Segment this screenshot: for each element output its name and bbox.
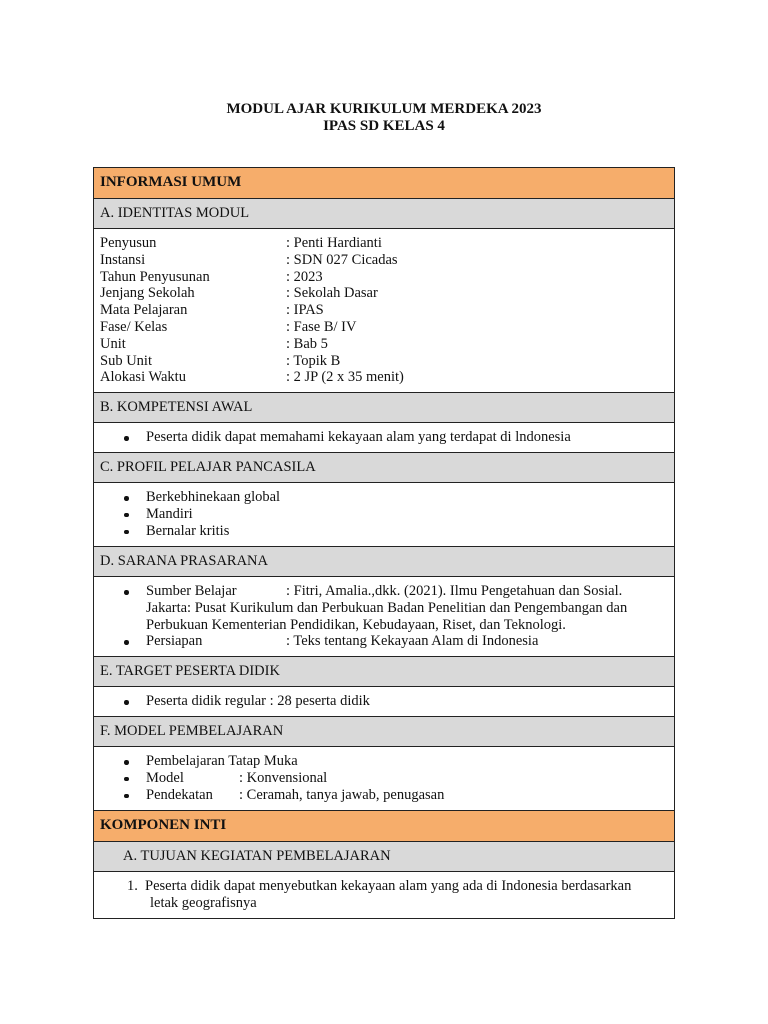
identitas-key: Alokasi Waktu [100, 369, 186, 386]
identitas-key: Penyusun [100, 235, 157, 251]
persiapan-label: Persiapan [146, 633, 203, 650]
sumber-belajar-label: Sumber Belajar [146, 583, 237, 599]
identitas-row [94, 252, 674, 269]
sumber-belajar-value: : Fitri, Amalia.,dkk. (2021). Ilmu Pengetahuan dan Sosial. [286, 583, 623, 599]
list-item: Bernalar kritis [94, 523, 674, 540]
identitas-key: Mata Pelajaran [100, 302, 188, 319]
identitas-row [94, 285, 674, 302]
sarana-header [94, 547, 674, 577]
identitas-row [94, 336, 674, 353]
list-item [94, 787, 674, 804]
komponen-inti-label: KOMPONEN INTI [100, 817, 227, 833]
model-key: Model [146, 769, 184, 786]
kompetensi-label: B. KOMPETENSI AWAL [100, 399, 253, 415]
identitas-label: A. IDENTITAS MODUL [100, 205, 250, 221]
identitas-value: : Penti Hardianti [286, 235, 382, 251]
list-item: Mandiri [94, 506, 674, 523]
tujuan-label: A. TUJUAN KEGIATAN PEMBELAJARAN [123, 848, 391, 864]
sarana-body [94, 577, 674, 657]
identitas-key: Jenjang Sekolah [100, 285, 195, 302]
module-table [93, 167, 675, 919]
identitas-key: Sub Unit [100, 352, 152, 369]
tujuan-header [94, 842, 674, 872]
numbered-item [94, 878, 674, 912]
list-item: Peserta didik dapat memahami kekayaan alam yang terdapat di lndonesia [94, 429, 674, 446]
list-item: Pembelajaran Tatap Muka [94, 753, 674, 770]
pendekatan-value: : Ceramah, tanya jawab, penugasan [239, 786, 445, 803]
list-item: Peserta didik regular : 28 peserta didik [94, 693, 674, 710]
profil-body [94, 483, 674, 547]
profil-header [94, 453, 674, 483]
informasi-umum-label: INFORMASI UMUM [100, 174, 242, 190]
identitas-key: Instansi [100, 251, 146, 268]
identitas-row [94, 235, 674, 252]
sarana-label: D. SARANA PRASARANA [100, 553, 268, 569]
identitas-value: : Fase B/ IV [286, 318, 357, 335]
identitas-value: : Sekolah Dasar [286, 285, 378, 302]
target-body [94, 687, 674, 717]
identitas-value: : Bab 5 [286, 335, 328, 352]
identitas-key: Tahun Penyusunan [100, 268, 210, 285]
model-body [94, 747, 674, 811]
identitas-row [94, 302, 674, 319]
model-header [94, 717, 674, 747]
document-subtitle: IPAS SD KELAS 4 [323, 118, 445, 134]
kompetensi-header [94, 393, 674, 423]
identitas-row [94, 353, 674, 370]
kompetensi-body [94, 423, 674, 453]
tujuan-line1: Peserta didik dapat menyebutkan kekayaan alam yang ada di Indonesia berdasarkan [145, 878, 632, 894]
identitas-row [94, 369, 674, 386]
list-item [94, 633, 674, 650]
pendekatan-key: Pendekatan [146, 786, 213, 803]
model-value: : Konvensional [239, 769, 328, 786]
identitas-key: Fase/ Kelas [100, 318, 168, 335]
model-label: F. MODEL PEMBELAJARAN [100, 723, 284, 739]
identitas-value: : 2023 [286, 268, 323, 285]
target-header [94, 657, 674, 687]
profil-label: C. PROFIL PELAJAR PANCASILA [100, 459, 316, 475]
document-title: MODUL AJAR KURIKULUM MERDEKA 2023 [226, 101, 542, 117]
identitas-value: : IPAS [286, 302, 324, 319]
target-label: E. TARGET PESERTA DIDIK [100, 663, 280, 679]
sumber-belajar-cont1: Jakarta: Pusat Kurikulum dan Perbukuan Badan Penelitian dan Pengembangan dan [146, 599, 628, 616]
sumber-belajar-cont2: Perbukuan Kementerian Pendidikan, Kebudayaan, Riset, dan Teknologi. [146, 616, 566, 633]
persiapan-value: : Teks tentang Kekayaan Alam di Indonesia [286, 633, 539, 650]
identitas-value: : SDN 027 Cicadas [286, 251, 398, 268]
list-item: Berkebhinekaan global [94, 489, 674, 506]
informasi-umum-header [94, 168, 674, 199]
identitas-row [94, 319, 674, 336]
identitas-body [94, 229, 674, 393]
identitas-key: Unit [100, 335, 126, 352]
list-item [94, 583, 674, 633]
tujuan-line2: letak geografisnya [150, 894, 257, 911]
identitas-value: : Topik B [286, 352, 341, 369]
list-item [94, 770, 674, 787]
identitas-row [94, 269, 674, 286]
item-number: 1. [127, 878, 138, 894]
tujuan-body [94, 872, 674, 918]
komponen-inti-header [94, 811, 674, 842]
identitas-value: : 2 JP (2 x 35 menit) [286, 369, 404, 386]
identitas-header [94, 199, 674, 229]
